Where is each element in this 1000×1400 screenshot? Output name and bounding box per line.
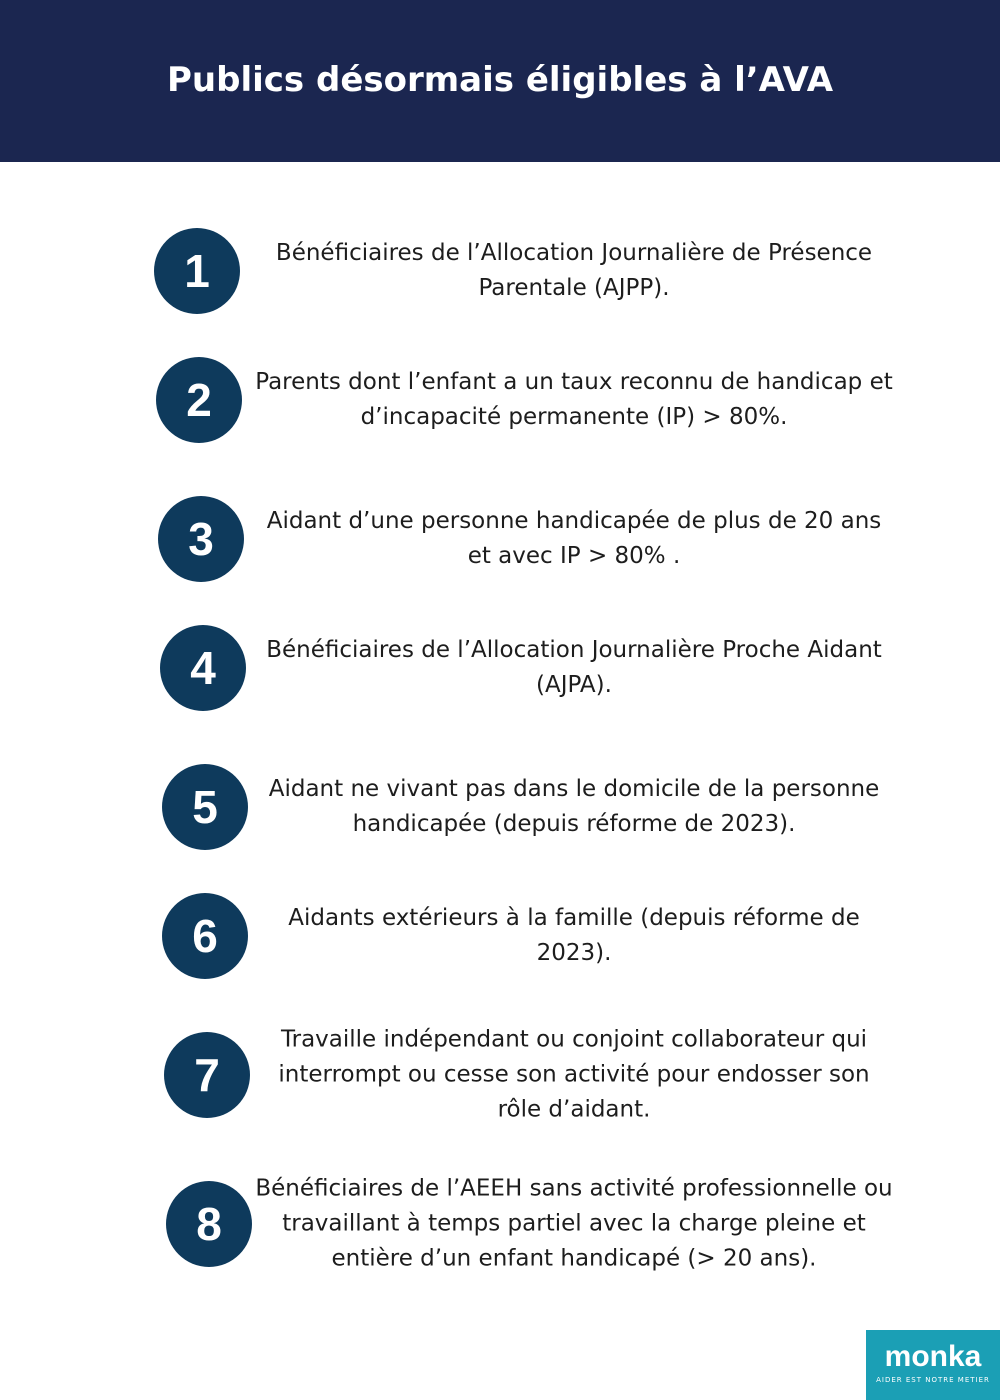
item-text: Bénéficiaires de l’AEEH sans activité professionnelle ou travaillant à temps partiel avec la charge pleine et entière d’un enfant handicapé (> 20 ans). [255,1175,893,1272]
number-badge: 8 [166,1181,252,1267]
header-banner [0,0,1000,162]
item-text: Parents dont l’enfant a un taux reconnu de handicap et d’incapacité permanente (IP) > 80%. [255,369,893,430]
item-text: Aidant d’une personne handicapée de plus de 20 ans et avec IP > 80% . [266,508,882,569]
number-badge: 4 [160,625,246,711]
monka-logo [866,1330,1000,1400]
number-badge: 3 [158,496,244,582]
item-text: Travaille indépendant ou conjoint collaborateur qui interrompt ou cesse son activité pour endosser son rôle d’aidant. [278,1026,870,1123]
item-text: Aidant ne vivant pas dans le domicile de la personne handicapée (depuis réforme de 2023). [268,776,880,837]
item-text: Aidants extérieurs à la famille (depuis réforme de 2023). [288,905,860,966]
number-badge: 7 [164,1032,250,1118]
item-text: Bénéficiaires de l’Allocation Journalière Proche Aidant (AJPA). [266,637,882,698]
logo-tagline: AIDER EST NOTRE METIER [876,1376,990,1384]
page-title: Publics désormais éligibles à l’AVA [166,60,834,100]
number-badge: 1 [154,228,240,314]
number-badge: 6 [162,893,248,979]
number-badge: 5 [162,764,248,850]
logo-name: monka [884,1340,982,1373]
number-badge: 2 [156,357,242,443]
item-text: Bénéficiaires de l’Allocation Journalière de Présence Parentale (AJPP). [275,240,873,301]
